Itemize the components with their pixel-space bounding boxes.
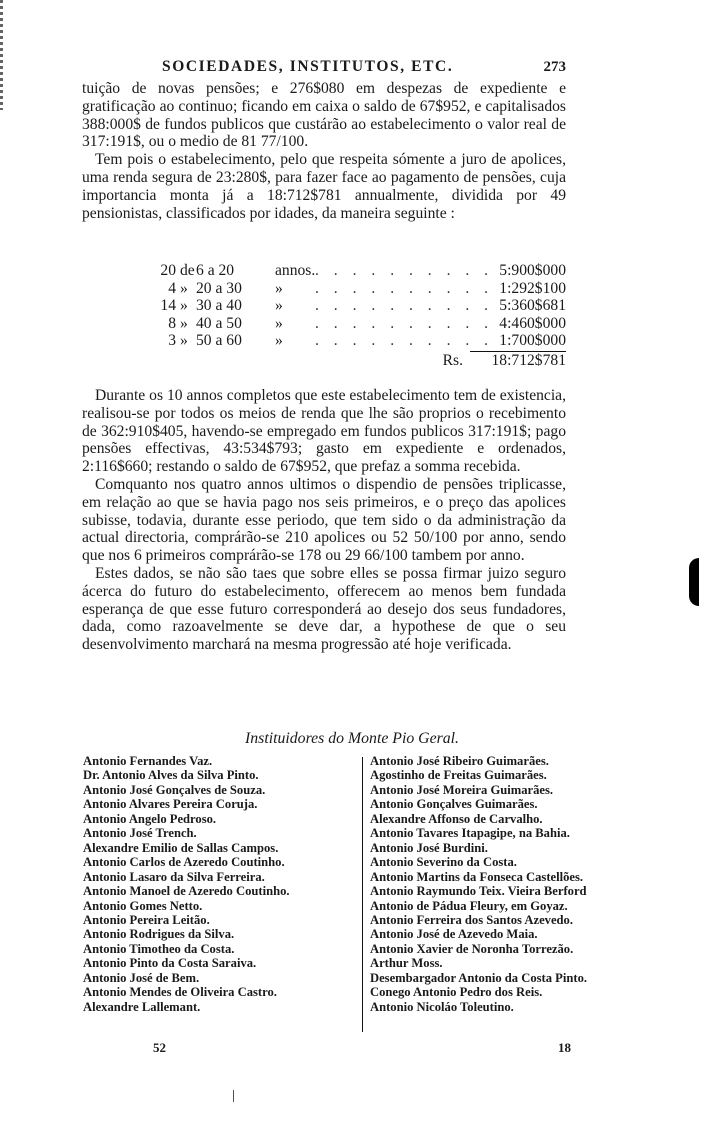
founder-name: Antonio Lasaro da Silva Ferreira. <box>83 869 265 884</box>
founder-name: Antonio José de Azevedo Maia. <box>370 927 538 942</box>
founder-name: Alexandre Lallemant. <box>83 999 201 1014</box>
founder-name: Antonio José Trench. <box>83 826 197 841</box>
pension-amount: 5:900$000 <box>499 262 566 279</box>
table-row <box>140 297 566 315</box>
age-range: 50 a 60 <box>196 332 242 349</box>
founder-name: Conego Antonio Pedro dos Reis. <box>370 985 543 1000</box>
pension-amount: 5:360$681 <box>499 297 566 314</box>
age-range: 6 a 20 <box>196 262 235 279</box>
table-row <box>140 315 566 333</box>
row-word: » <box>180 297 188 314</box>
pension-table <box>140 262 566 371</box>
paragraph: Estes dados, se não são taes que sobre elles se possa firmar juizo seguro ácerca do futuro do estabelecimento, offerecem ao menos bem fundada esperança de que esse futuro corresponderá ao desejo dos seus fundadores, dada, como razoavelmente se deve dar, a hypothese de que o seu desenvolvimento marchará na mesma progressão até hoje verificada. <box>82 564 566 654</box>
founder-name: Antonio Manoel de Azeredo Coutinho. <box>83 884 290 899</box>
age-range: 40 a 50 <box>196 314 242 332</box>
founders-right-column <box>366 754 587 1014</box>
founder-name: Dr. Antonio Alves da Silva Pinto. <box>83 768 259 783</box>
scan-edge-mark <box>0 0 3 110</box>
age-range: 20 a 30 <box>196 279 242 297</box>
age-unit: annos. <box>275 262 316 279</box>
paragraph: Durante os 10 annos completos que este estabelecimento tem de existencia, realisou-se por todos os meios de renda que lhe são proprios o recebimento de 362:910$405, havendo-se empregado em fundos publicos 317:191$; pago pensões effectivas, 43:534$793; gasto em expediente e ordenados, 2:116$660; restando o saldo de 67$952, que prefaz a somma recebida. <box>82 387 566 476</box>
pension-amount: 1:700$000 <box>499 332 566 349</box>
age-range: 30 a 40 <box>196 297 242 314</box>
founder-name: Antonio José Gonçalves de Souza. <box>83 782 266 797</box>
leader-dots: . . . . . . . . . . <box>315 314 494 332</box>
founder-name: Alexandre Affonso de Carvalho. <box>370 811 543 826</box>
founder-name: Antonio Carlos de Azeredo Coutinho. <box>83 855 285 870</box>
founder-name: Antonio Rodrigues da Silva. <box>83 927 235 942</box>
founder-name: Antonio Pinto da Costa Saraiva. <box>83 956 257 971</box>
age-unit: » <box>275 314 283 332</box>
page-header <box>82 58 566 80</box>
founder-name: Antonio Tavares Itapagipe, na Bahia. <box>370 826 570 841</box>
founder-name: Antonio José de Bem. <box>83 970 200 985</box>
founder-name: Antonio José Ribeiro Guimarães. <box>370 754 549 768</box>
column-divider <box>362 757 363 1032</box>
founder-name: Antonio Severino da Costa. <box>370 855 517 870</box>
pensioner-count: 4 <box>168 279 176 297</box>
row-word: » <box>180 332 188 349</box>
founder-name: Antonio Nicoláo Toleutino. <box>370 999 514 1014</box>
body-text-part1 <box>82 80 566 222</box>
founder-name: Antonio Gonçalves Guimarães. <box>370 797 538 812</box>
age-unit: » <box>275 297 283 314</box>
leader-dots: . . . . . . . . . . <box>315 297 494 314</box>
scan-speck <box>233 1090 234 1102</box>
founder-name: Desembargador Antonio da Costa Pinto. <box>370 970 588 985</box>
founder-name: Antonio Mendes de Oliveira Castro. <box>83 985 277 1000</box>
founder-name: Antonio Pereira Leitão. <box>83 912 210 927</box>
pension-amount: 4:460$000 <box>499 314 566 332</box>
paragraph: Tem pois o estabelecimento, pelo que respeita sómente a juro de apolices, uma renda segura de 23:280$, para fazer face ao pagamento de pensões, cuja importancia monta já a 18:712$781 annualmente, dividida por 49 pensionistas, classificados por idades, da maneira seguinte : <box>82 151 566 222</box>
left-column-count: 52 <box>153 1040 166 1055</box>
table-total-row <box>140 352 566 371</box>
founder-name: Antonio José Moreira Guimarães. <box>370 782 554 797</box>
founder-name: Antonio Angelo Pedroso. <box>83 811 217 826</box>
leader-dots: . . . . . . . . . . <box>315 279 494 297</box>
paragraph: tuição de novas pensões; e 276$080 em despezas de expediente e gratificação ao continuo; ficando em caixa o saldo de 67$952, e capitalisados 388:000$ de fundos publicos que custárão ao estabelecimento o valor real de 317:191$, ou o medio de 81 77/100. <box>82 80 566 151</box>
founder-name: Antonio José Burdini. <box>370 840 488 855</box>
pension-amount: 1:292$100 <box>499 279 566 297</box>
leader-dots: . . . . . . . . . . <box>315 332 494 349</box>
table-row <box>140 280 566 298</box>
founder-name: Antonio Xavier de Noronha Torrezão. <box>370 941 574 956</box>
age-unit: » <box>275 332 283 349</box>
row-word: » <box>180 279 188 297</box>
pensioner-count: 3 <box>168 332 176 349</box>
founder-name: Antonio Raymundo Teix. Vieira Berford <box>370 884 587 899</box>
table-row <box>140 332 566 350</box>
founder-name: Antonio Martins da Fonseca Castellões. <box>370 869 584 884</box>
founder-name: Agostinho de Freitas Guimarães. <box>370 768 547 783</box>
founders-left-column <box>83 754 290 1014</box>
age-unit: » <box>275 279 283 297</box>
founder-name: Antonio Ferreira dos Santos Azevedo. <box>370 912 574 927</box>
pensioner-count: 14 <box>160 297 176 314</box>
pensioner-count: 20 <box>160 262 176 279</box>
founders-title: Instituidores do Monte Pio Geral. <box>245 730 459 747</box>
page-number: 273 <box>543 59 566 75</box>
founder-name: Antonio de Pádua Fleury, em Goyaz. <box>370 898 568 913</box>
running-head: SOCIEDADES, INSTITUTOS, ETC. <box>162 58 454 75</box>
founder-name: Antonio Timotheo da Costa. <box>83 941 235 956</box>
scan-smudge <box>689 558 699 606</box>
founder-name: Antonio Gomes Netto. <box>83 898 203 913</box>
founder-name: Alexandre Emilio de Sallas Campos. <box>83 840 279 855</box>
paragraph: Comquanto nos quatro annos ultimos o dispendio de pensões triplicasse, em relação ao que se havia pago nos seis primeiros, e o preço das apolices subisse, todavia, durante esse periodo, que tem sido o da administração da actual directoria, comprárão-se 210 apolices ou 52 50/100 por anno, sendo que nos 6 primeiros comprárão-se 178 ou 29 66/100 tambem por anno. <box>82 475 566 565</box>
table-row <box>140 262 566 280</box>
body-text-part2 <box>82 387 566 654</box>
row-word: » <box>180 314 188 332</box>
founder-name: Arthur Moss. <box>370 956 443 971</box>
founder-name: Antonio Fernandes Vaz. <box>83 754 213 768</box>
founder-name: Antonio Alvares Pereira Coruja. <box>83 797 258 812</box>
pensioner-count: 8 <box>168 314 176 332</box>
leader-dots: . . . . . . . . . . <box>315 262 494 279</box>
total-label: Rs. <box>442 351 463 369</box>
row-word: de <box>180 262 195 279</box>
right-column-count: 18 <box>558 1040 571 1055</box>
total-amount: 18:712$781 <box>491 351 566 369</box>
